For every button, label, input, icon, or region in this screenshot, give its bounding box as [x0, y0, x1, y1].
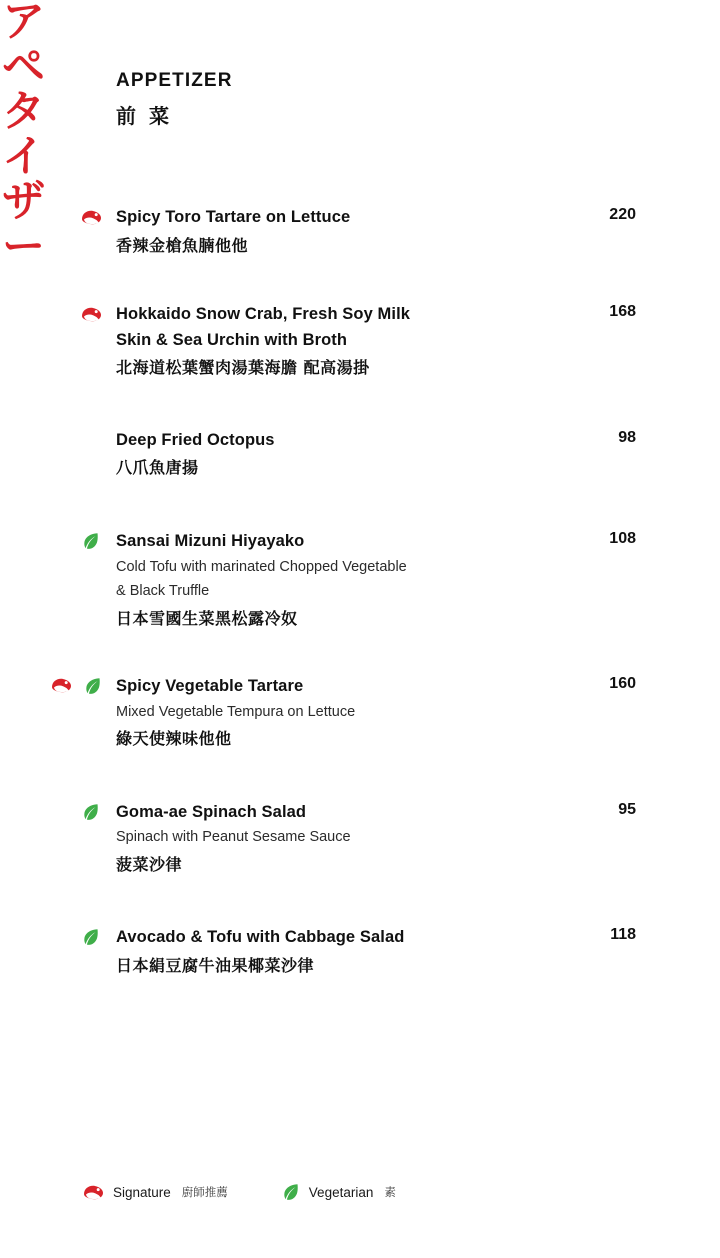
vegetarian-icon — [84, 676, 102, 696]
item-icons — [50, 676, 116, 698]
menu-content — [116, 0, 636, 1014]
vegetarian-icon — [282, 1182, 300, 1202]
legend-entry-vegetarian — [282, 1182, 396, 1202]
item-name-zh: 日本絹豆腐牛油果椰菜沙律 — [116, 956, 315, 975]
item-price: 108 — [609, 530, 636, 548]
item-name-zh: 綠天使辣味他他 — [116, 729, 232, 749]
item-description: Mixed Vegetable Tempura on Lettuce — [116, 703, 356, 720]
item-icons — [80, 305, 116, 327]
item-name-zh: 日本雪國生菜黑松露冷奴 — [116, 608, 298, 628]
item-name-zh: 香辣金槍魚腩他他 — [116, 235, 249, 255]
item-name: Hokkaido Snow Crab, Fresh Soy Milk — [116, 305, 411, 324]
signature-icon — [80, 305, 102, 323]
legend-label-zh: 素 — [384, 1185, 396, 1199]
vertical-section-title — [0, 0, 58, 270]
item-price: 168 — [609, 303, 636, 321]
item-description-line2: & Black Truffle — [116, 583, 210, 600]
vegetarian-icon — [82, 802, 100, 822]
vertical-title-char: ア — [2, 0, 45, 47]
item-description: Cold Tofu with marinated Chopped Vegetable — [116, 558, 407, 575]
signature-icon — [50, 676, 72, 694]
item-description: Spinach with Peanut Sesame Sauce — [116, 829, 351, 846]
item-icons — [80, 531, 116, 553]
legend-label: Vegetarian — [308, 1184, 374, 1200]
item-price: 220 — [609, 206, 636, 223]
legend-label-zh: 廚師推薦 — [181, 1185, 228, 1199]
vegetarian-icon — [82, 927, 100, 947]
item-name: Avocado & Tofu with Cabbage Salad — [116, 928, 405, 947]
menu-item-list — [116, 205, 636, 979]
item-name: Spicy Toro Tartare on Lettuce — [116, 208, 351, 226]
vertical-title-char: ペ — [2, 42, 45, 92]
vertical-title-char: ー — [2, 222, 45, 272]
vegetarian-icon — [82, 531, 100, 551]
item-name-zh: 北海道松葉蟹肉湯葉海膽 配高湯掛 — [116, 358, 370, 378]
vertical-title-char: タ — [2, 87, 45, 137]
item-icons — [80, 802, 116, 824]
menu-item — [116, 428, 636, 481]
legend-entry-signature — [82, 1183, 228, 1201]
item-name: Spicy Vegetable Tartare — [116, 677, 304, 696]
item-icons — [80, 927, 116, 949]
section-title-en: APPETIZER — [116, 70, 233, 91]
legend — [82, 1182, 396, 1202]
section-title-zh: 前 菜 — [116, 104, 172, 128]
item-price: 95 — [618, 800, 636, 818]
menu-item — [116, 925, 636, 978]
item-name-zh: 八爪魚唐揚 — [116, 458, 199, 478]
menu-item — [116, 529, 636, 631]
item-name: Sansai Mizuni Hiyayako — [116, 532, 305, 551]
signature-icon — [80, 208, 102, 226]
section-header — [116, 0, 636, 129]
item-price: 160 — [609, 675, 636, 693]
item-price: 98 — [618, 428, 636, 446]
signature-icon — [82, 1183, 104, 1201]
item-icons — [80, 208, 116, 230]
menu-item — [116, 800, 636, 878]
menu-item — [116, 674, 636, 752]
item-name: Deep Fried Octopus — [116, 430, 275, 449]
item-name: Goma-ae Spinach Salad — [116, 802, 307, 821]
item-name-line2: Skin & Sea Urchin with Broth — [116, 330, 348, 349]
item-price: 118 — [610, 926, 636, 944]
vertical-title-char: ザ — [2, 177, 45, 227]
menu-item — [116, 302, 636, 381]
legend-label: Signature — [113, 1184, 171, 1200]
item-name-zh: 菠菜沙律 — [116, 854, 183, 874]
menu-item — [116, 205, 636, 258]
vertical-title-char: イ — [2, 132, 45, 182]
